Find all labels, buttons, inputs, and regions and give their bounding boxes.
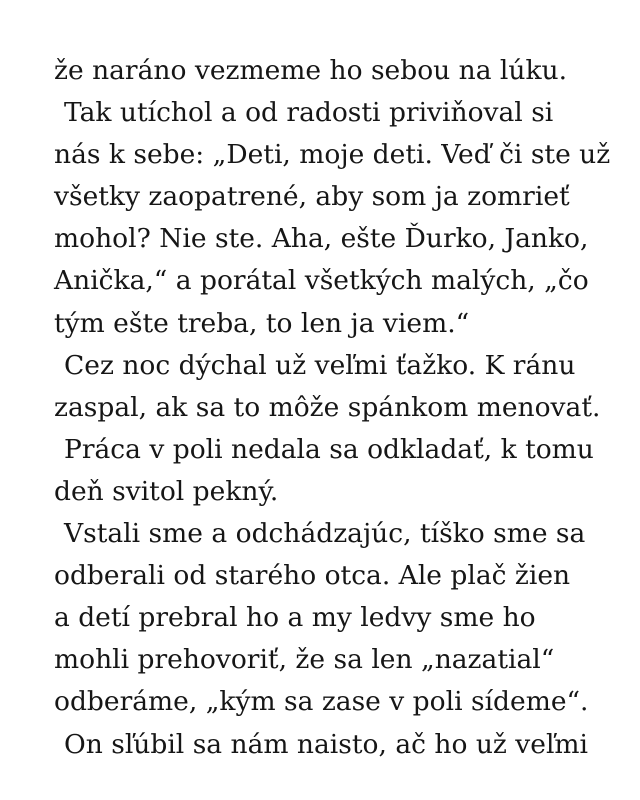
text-line: mohli prehovoriť, že sa len „nazatial“	[54, 644, 555, 676]
text-line: odberali od starého otca. Ale plač žien	[54, 560, 571, 592]
body-text	[54, 50, 614, 766]
text-line: všetky zaopatrené, aby som ja zomrieť	[54, 181, 570, 213]
text-line: Práca v poli nedala sa odkladať, k tomu	[64, 433, 594, 465]
text-line: Vstali sme a odchádzajúc, tíško sme sa	[64, 518, 586, 550]
text-line: Tak utíchol a od radosti priviňoval si	[64, 97, 554, 129]
text-line: Anička,“ a porátal všetkých malých, „čo	[54, 265, 589, 297]
text-line: že naráno vezmeme ho sebou na lúku.	[54, 55, 568, 86]
text-line: nás k sebe: „Deti, moje deti. Veď či ste už	[54, 139, 611, 171]
text-line: zaspal, ak sa to môže spánkom menovať.	[54, 391, 601, 423]
text-line: tým ešte treba, to len ja viem.“	[54, 307, 470, 339]
text-line: On sľúbil sa nám naisto, ač ho už veľmi	[64, 728, 589, 760]
text-line: Cez noc dýchal už veľmi ťažko. K ránu	[64, 349, 576, 381]
text-line: deň svitol pekný.	[54, 475, 279, 507]
text-line: odberáme, „kým sa zase v poli sídeme“.	[54, 686, 589, 718]
text-line: a detí prebral ho a my ledvy sme ho	[54, 602, 536, 634]
text-line: mohol? Nie ste. Aha, ešte Ďurko, Janko,	[54, 223, 589, 255]
